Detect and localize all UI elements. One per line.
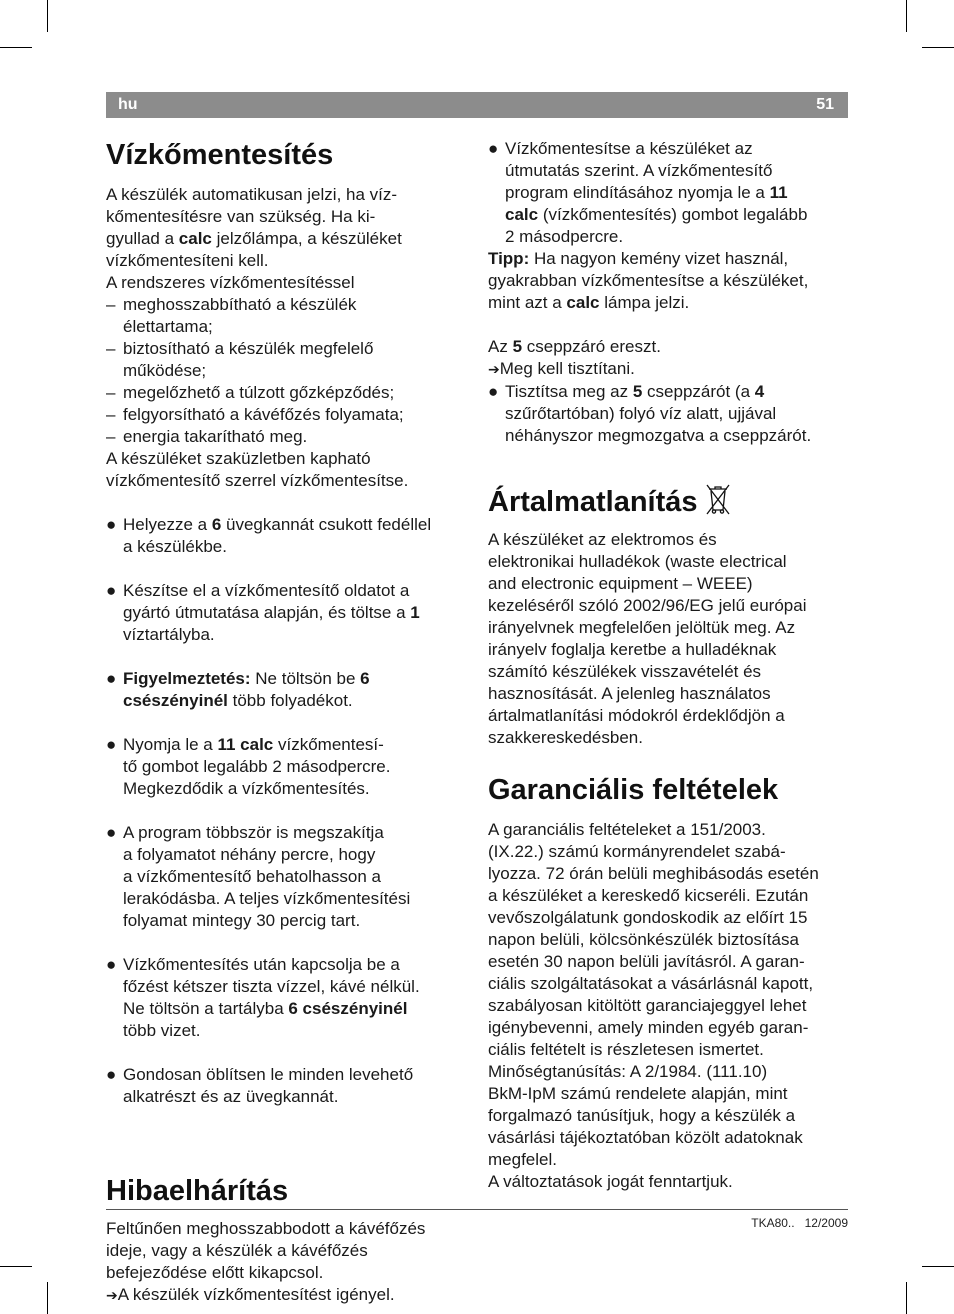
page-footer: TKA80.. 12/2009 (751, 1216, 848, 1230)
warranty-text: A garanciális feltételeket a 151/2003. (IX.22.) számú kormányrendelet szabá- lyozza. 72 órán belüli meghibásodás esetén a készüléket a kereskedő kicseréli. Ezután vevőszolgálatunk gondoskodik az előírt 15 napon belüli, kölcsönkészülék biztosítása esetén 30 napon belüli javításról. A garan- ciális szolgáltatásokat a vásárlásnál kapott, szabályosan kitöltött garanciajeggyel lehet igénybevenni, amely minden egyéb garan- ciális feltételt is részletesen ismertet. Minőségtanúsítás: A 2/1984. (111.10) BkM-IpM számú rendelete alapján, mint forgalmazó tanúsítjuk, hogy a készülék a vásárlási tájékoztatóban közölt adatoknak megfelel. A változtatások jogát fenntartjuk. (488, 820, 819, 1191)
descaling-intro: A készülék automatikusan jelzi, ha víz- kőmentesítésre van szükség. Ha ki- gyullad a calc jelzőlámpa, a készüléket vízkőmentesíteni kell. (106, 185, 402, 270)
list-item: ● Készítse el a vízkőmentesítő oldatot a gyártó útmutatása alapján, és töltse a 1 víztartályba. (106, 581, 420, 644)
troubleshooting-text: Feltűnően meghosszabbodott a kávéfőzés ideje, vagy a készülék a kávéfőzés befejeződése előtt kikapcsol. (106, 1219, 426, 1282)
section-title-troubleshooting: Hibaelhárítás (106, 1175, 289, 1207)
arrow-icon: ➔ (106, 1288, 118, 1304)
crop-mark (47, 1282, 48, 1314)
list-item: ● Nyomja le a 11 calc vízkőmentesí- tő gombot legalább 2 másodpercre. Megkezdődik a vízkőmentesítés. (106, 735, 391, 798)
list-item: ● Tisztítsa meg az 5 cseppzárót (a 4 szűrőtartóban) folyó víz alatt, ujjával néhányszor megmozgatva a cseppzárót. (488, 382, 812, 445)
section-title-disposal: Ártalmatlanítás (488, 483, 850, 519)
list-item: ● Helyezze a 6 üvegkannát csukott fedéllel a készülékbe. (106, 515, 432, 556)
weee-crossed-bin-icon (706, 483, 730, 515)
drip-stop-text: Az 5 cseppzáró ereszt. (488, 337, 661, 356)
page-header (106, 92, 848, 118)
crop-mark (922, 47, 954, 48)
list-item: – felgyorsítható a kávéfőzés folyamata; (106, 405, 404, 424)
section-title-descaling: Vízkőmentesítés (106, 139, 334, 171)
list-item: ● Vízkőmentesítés után kapcsolja be a főzést kétszer tiszta vízzel, kávé nélkül. Ne töltsön a tartályba 6 csészényinél több vizet. (106, 955, 420, 1040)
drip-stop-solution: ➔Meg kell tisztítani. (488, 359, 635, 378)
benefit-list (106, 294, 462, 448)
crop-mark (47, 0, 48, 32)
tip-paragraph: Tipp: Ha nagyon kemény vizet használ, gyakrabban vízkőmentesítse a készüléket, mint azt a calc lámpa jelzi. (488, 249, 809, 312)
footer-divider (106, 1209, 848, 1210)
list-item: ● A program többször is megszakítja a folyamatot néhány percre, hogy a vízkőmentesítő behatolhasson a lerakódásba. A teljes vízkőmentesítési folyamat mintegy 30 percig tart. (106, 823, 411, 930)
arrow-icon: ➔ (488, 362, 500, 378)
section-title-warranty: Garanciális feltételek (488, 774, 779, 806)
language-code: hu (118, 96, 138, 113)
list-item: ● Figyelmeztetés: Ne töltsön be 6 csészényinél több folyadékot. (106, 669, 370, 710)
crop-mark (0, 47, 32, 48)
list-item: ● Gondosan öblítsen le minden levehető alkatrészt és az üvegkannát. (106, 1065, 414, 1106)
left-column (106, 138, 462, 1307)
page-number: 51 (816, 96, 834, 113)
instruction-list (106, 492, 462, 1130)
crop-mark (922, 1266, 954, 1267)
right-column (488, 138, 850, 1193)
crop-mark (0, 1266, 32, 1267)
disposal-text: A készüléket az elektromos és elektronikai hulladékok (waste electrical and electronic equipment – WEEE) kezeléséről szóló 2002/96/EG jelű európai irányelvnek megfelelően jelöltük meg. Az irányelv foglalja keretbe a hulladéknak számító készülékek visszavételét és hasznosítását. A jelenleg használatos ártalmatlanítási módokról érdeklődjön a szakkereskedésben. (488, 530, 807, 747)
list-item: – megelőzhető a túlzott gőzképződés; (106, 383, 395, 402)
regular-descaling-text: A rendszeres vízkőmentesítéssel (106, 273, 355, 292)
list-item: – energia takarítható meg. (106, 427, 308, 446)
crop-mark (906, 1282, 907, 1314)
descaler-shop-text: A készüléket szaküzletben kapható vízkőmentesítő szerrel vízkőmentesítse. (106, 449, 409, 490)
list-item: – meghosszabbítható a készülék élettartama; (106, 295, 357, 336)
crop-mark (906, 0, 907, 32)
list-item: ● Vízkőmentesítse a készüléket az útmutatás szerint. A vízkőmentesítő program elindításához nyomja le a 11 calc (vízkőmentesítés) gombot legalább 2 másodpercre. (488, 139, 808, 246)
list-item: – biztosítható a készülék megfelelő működése; (106, 339, 374, 380)
troubleshooting-solution: ➔A készülék vízkőmentesítést igényel. (106, 1285, 395, 1304)
